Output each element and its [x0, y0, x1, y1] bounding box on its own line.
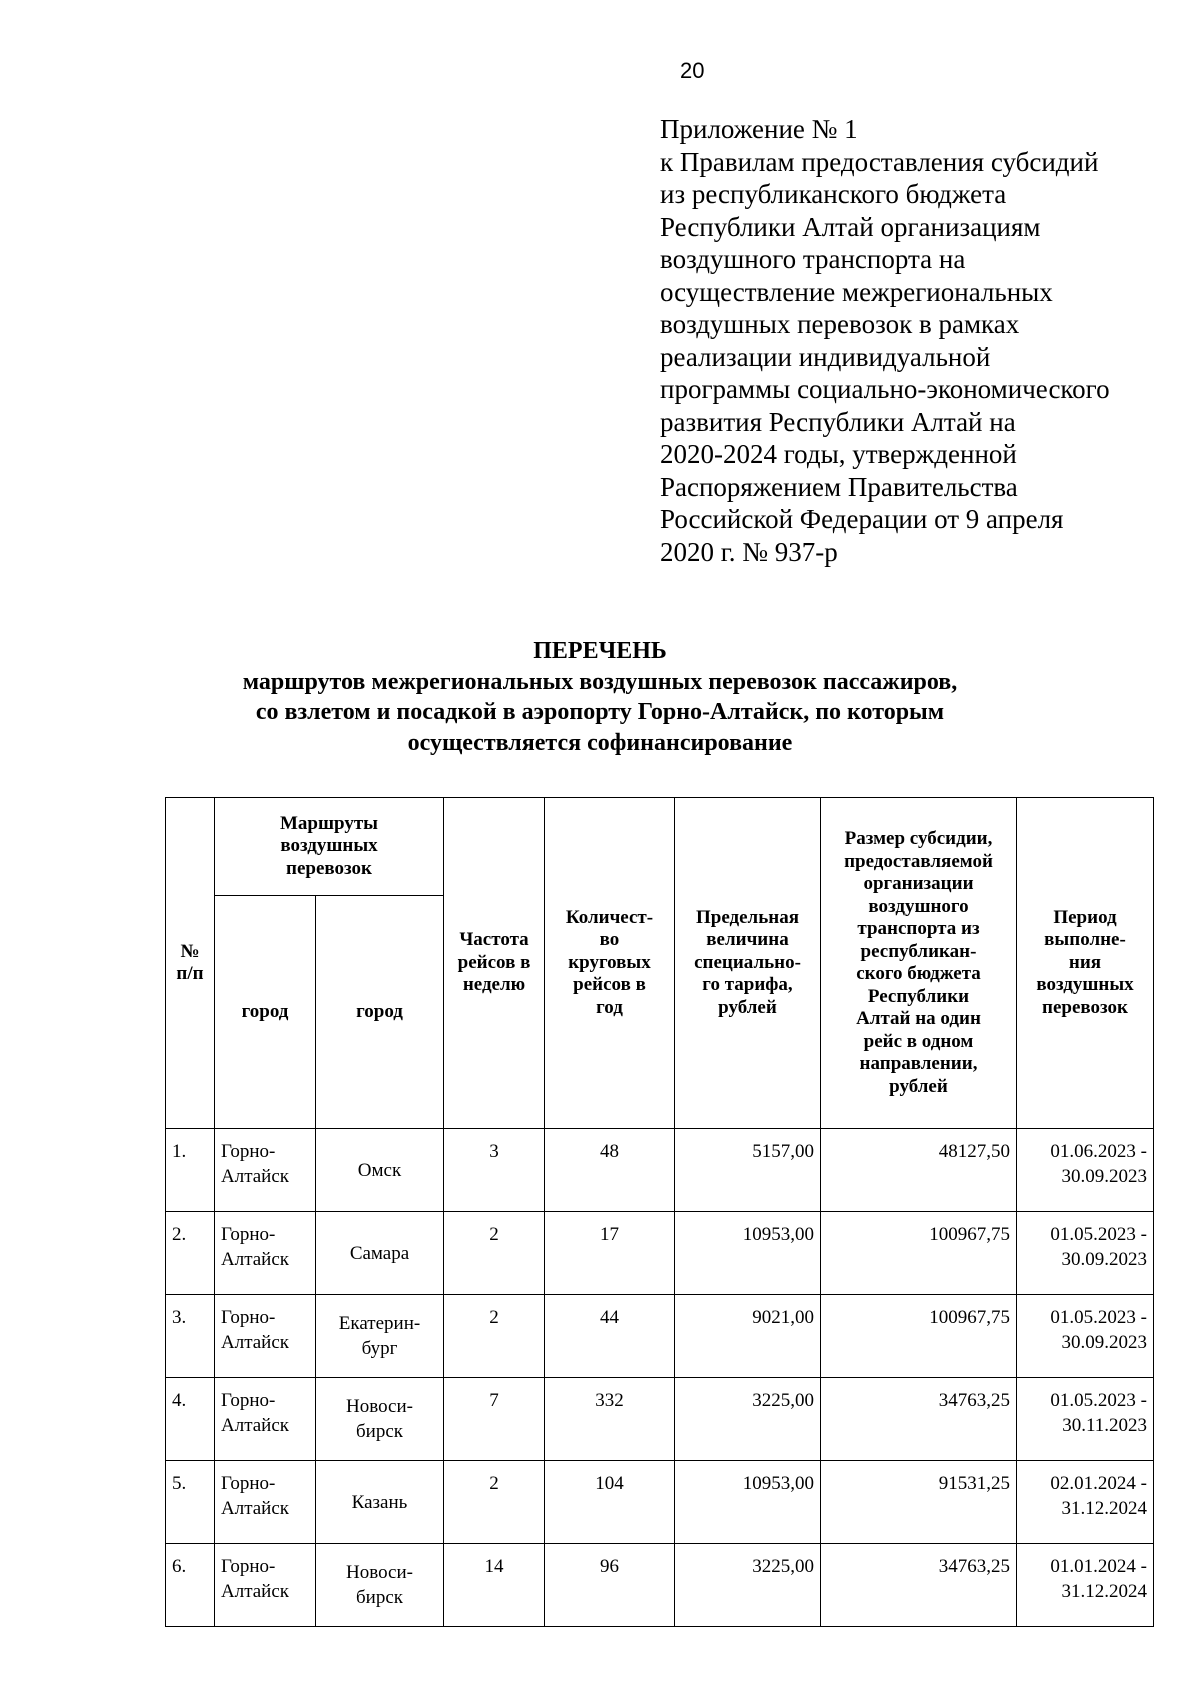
routes-table — [165, 797, 1154, 1627]
cell-num: 2. — [166, 1212, 215, 1295]
cell-city-from: Горно- Алтайск — [215, 1461, 316, 1544]
cell-tariff: 9021,00 — [675, 1295, 821, 1378]
cell-city-from: Горно- Алтайск — [215, 1378, 316, 1461]
appendix-line: к Правилам предоставления субсидий — [660, 146, 1099, 177]
table-row — [166, 1295, 1154, 1378]
document-subtitle-line: со взлетом и посадкой в аэропорту Горно-Алтайск, по которым — [255, 699, 945, 725]
cell-city-from: Горно- Алтайск — [215, 1295, 316, 1378]
header-round-trips: Количест- во круговых рейсов в год — [545, 798, 675, 1129]
document-heading — [0, 636, 1200, 758]
appendix-line: Республики Алтай организациям — [660, 211, 1041, 242]
header-tariff: Предельная величина специально- го тарифа, рублей — [675, 798, 821, 1129]
cell-subsidy: 100967,75 — [821, 1212, 1017, 1295]
appendix-line: Российской Федерации от 9 апреля — [660, 504, 1064, 534]
cell-tariff: 3225,00 — [675, 1544, 821, 1627]
document-title: ПЕРЕЧЕНЬ — [533, 638, 667, 664]
table-row — [166, 1461, 1154, 1544]
header-subsidy: Размер субсидии, предоставляемой организации воздушного транспорта из республикан- ского бюджета Республики Алтай на один рейс в одном направлении, рублей — [821, 798, 1017, 1129]
cell-period: 01.01.2024 - 31.12.2024 — [1017, 1544, 1154, 1627]
document-subtitle-line: осуществляется софинансирование — [407, 729, 793, 756]
cell-frequency: 2 — [444, 1212, 545, 1295]
cell-subsidy: 34763,25 — [821, 1544, 1017, 1627]
cell-frequency: 7 — [444, 1378, 545, 1461]
cell-num: 6. — [166, 1544, 215, 1627]
header-city-from: город — [215, 896, 316, 1129]
cell-period: 01.06.2023 - 30.09.2023 — [1017, 1129, 1154, 1212]
appendix-line: воздушных перевозок в рамках — [660, 309, 1020, 339]
appendix-line: развития Республики Алтай на — [660, 406, 1016, 437]
table-row — [166, 1378, 1154, 1461]
cell-period: 01.05.2023 - 30.09.2023 — [1017, 1212, 1154, 1295]
cell-city-to: Самара — [316, 1212, 444, 1295]
appendix-line: программы социально-экономического — [660, 374, 1110, 404]
cell-period: 01.05.2023 - 30.11.2023 — [1017, 1378, 1154, 1461]
cell-city-to: Новоси- бирск — [316, 1544, 444, 1627]
appendix-line: Приложение № 1 — [660, 114, 858, 144]
document-subtitle-line: маршрутов межрегиональных воздушных перевозок пассажиров, — [242, 668, 958, 695]
cell-city-to: Омск — [316, 1129, 444, 1212]
appendix-line: 2020 г. № 937-р — [660, 536, 838, 567]
table-row — [166, 1544, 1154, 1627]
appendix-line: Распоряжением Правительства — [660, 471, 1018, 502]
cell-tariff: 3225,00 — [675, 1378, 821, 1461]
appendix-line: реализации индивидуальной — [660, 341, 991, 372]
cell-tariff: 10953,00 — [675, 1461, 821, 1544]
cell-period: 02.01.2024 - 31.12.2024 — [1017, 1461, 1154, 1544]
header-period: Период выполне- ния воздушных перевозок — [1017, 798, 1154, 1129]
cell-subsidy: 91531,25 — [821, 1461, 1017, 1544]
table-row — [166, 1212, 1154, 1295]
header-city-to: город — [316, 896, 444, 1129]
cell-city-to: Казань — [316, 1461, 444, 1544]
cell-city-from: Горно- Алтайск — [215, 1129, 316, 1212]
cell-num: 1. — [166, 1129, 215, 1212]
cell-subsidy: 34763,25 — [821, 1378, 1017, 1461]
cell-round-trips: 96 — [545, 1544, 675, 1627]
appendix-line: воздушного транспорта на — [660, 244, 966, 274]
cell-num: 4. — [166, 1378, 215, 1461]
header-routes-group: Маршруты воздушных перевозок — [215, 798, 444, 896]
cell-round-trips: 48 — [545, 1129, 675, 1212]
table-row — [166, 1129, 1154, 1212]
page-number: 20 — [680, 58, 705, 83]
appendix-line: из республиканского бюджета — [660, 179, 1007, 209]
cell-frequency: 14 — [444, 1544, 545, 1627]
cell-tariff: 10953,00 — [675, 1212, 821, 1295]
cell-round-trips: 104 — [545, 1461, 675, 1544]
cell-round-trips: 17 — [545, 1212, 675, 1295]
cell-city-to: Новоси- бирск — [316, 1378, 444, 1461]
cell-period: 01.05.2023 - 30.09.2023 — [1017, 1295, 1154, 1378]
appendix-line: осуществление межрегиональных — [660, 276, 1053, 307]
cell-frequency: 2 — [444, 1461, 545, 1544]
cell-tariff: 5157,00 — [675, 1129, 821, 1212]
cell-city-to: Екатерин- бург — [316, 1295, 444, 1378]
cell-round-trips: 44 — [545, 1295, 675, 1378]
appendix-note — [660, 113, 1180, 568]
cell-frequency: 2 — [444, 1295, 545, 1378]
cell-num: 3. — [166, 1295, 215, 1378]
header-num: № п/п — [166, 798, 215, 1129]
cell-num: 5. — [166, 1461, 215, 1544]
appendix-line: 2020-2024 годы, утвержденной — [660, 439, 1017, 469]
cell-city-from: Горно- Алтайск — [215, 1212, 316, 1295]
cell-frequency: 3 — [444, 1129, 545, 1212]
cell-city-from: Горно- Алтайск — [215, 1544, 316, 1627]
cell-subsidy: 48127,50 — [821, 1129, 1017, 1212]
cell-round-trips: 332 — [545, 1378, 675, 1461]
header-frequency: Частота рейсов в неделю — [444, 798, 545, 1129]
cell-subsidy: 100967,75 — [821, 1295, 1017, 1378]
